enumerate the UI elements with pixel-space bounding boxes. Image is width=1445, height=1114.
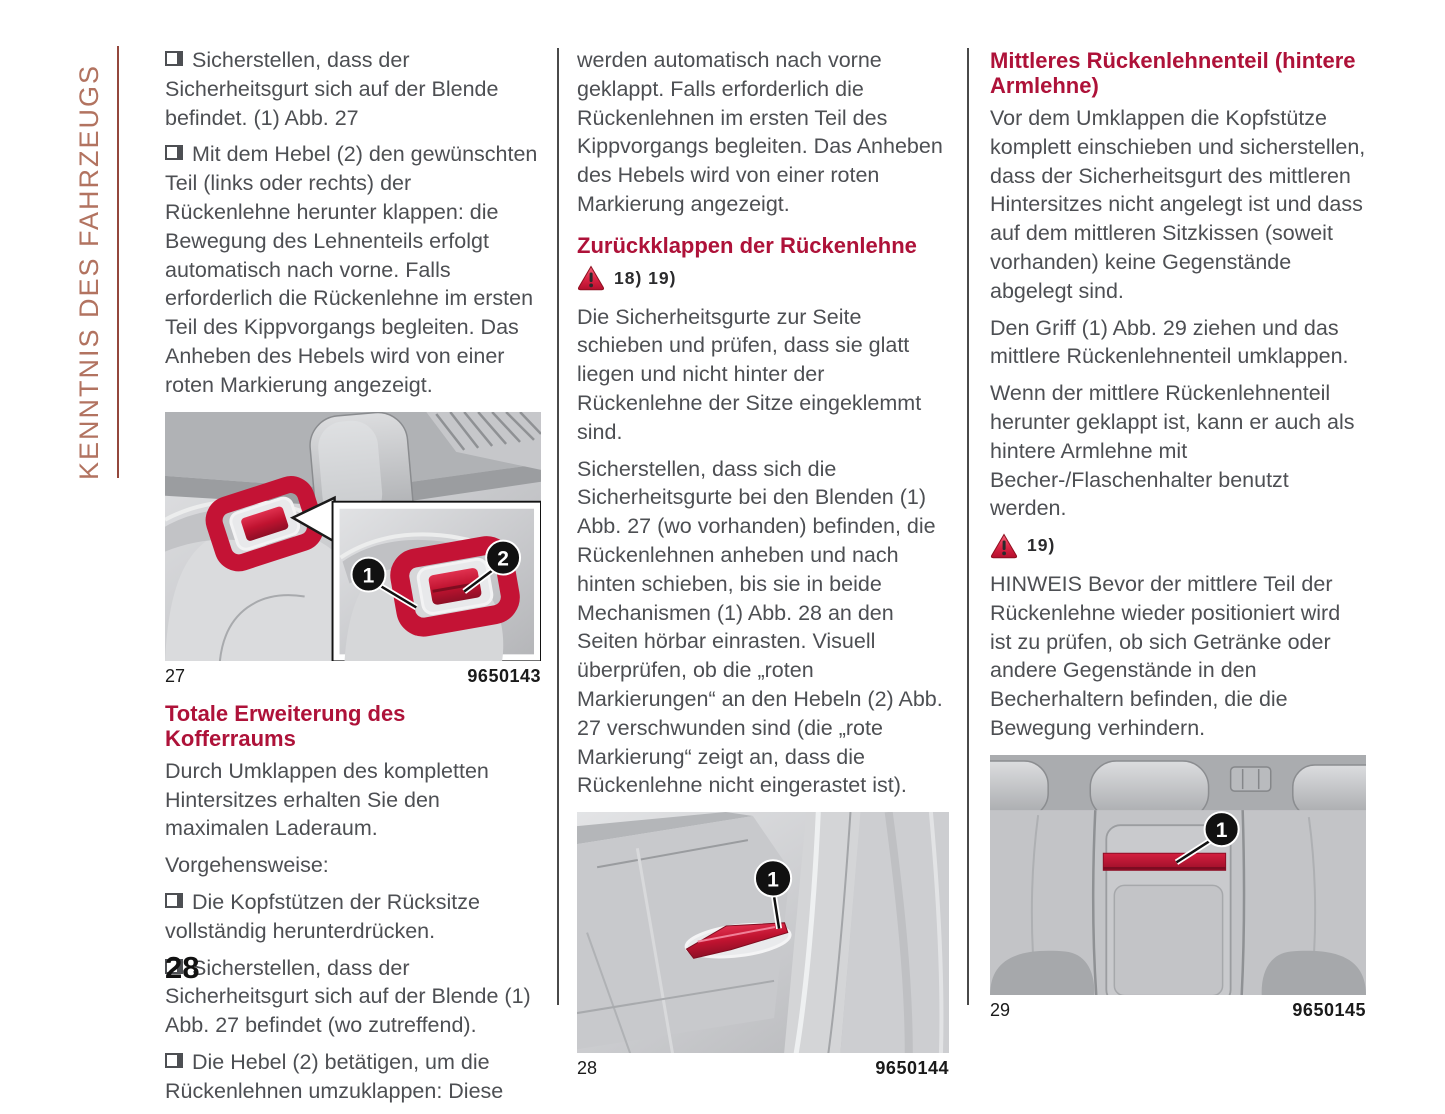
warning-row [990,531,1366,560]
figure-number: 28 [577,1058,598,1079]
figure-27-inset [333,501,541,661]
section-heading: Totale Erweiterung des Kofferraums [165,700,406,751]
section-heading: Mittleres Rückenlehnenteil (hintere Armlehne) [990,48,1356,98]
bullet-item [165,46,541,132]
bullet-item [165,954,541,1040]
bullet-item [165,140,541,399]
callout-2-number: 2 [497,547,509,571]
column-3 [990,46,1366,1031]
figure-code: 9650144 [875,1058,949,1079]
figure-29 [990,755,1366,1022]
figure-27-caption [165,665,541,687]
callout-1-number: 1 [362,564,375,588]
warning-note-refs: 18) 19) [614,267,677,288]
bullet-text: Mit dem Hebel (2) den gewünschten Teil (links oder rechts) der Rückenlehne herunter klappen: die Bewegung des Lehnenteils erfolgt automatisch nach vorne. Falls erforderlich die Rückenlehne im ersten Teil des Kippvorgangs begleiten. Das Anheben des Hebels wird von einer roten Markierung angezeigt. [165,142,538,397]
figure-29-illustration [990,755,1366,996]
column-divider-1 [557,48,559,1005]
paragraph: Den Griff (1) Abb. 29 ziehen und das mittlere Rückenlehnenteil umklappen. [990,315,1349,369]
paragraph: HINWEIS Bevor der mittlere Teil der Rückenlehne wieder positioniert wird ist zu prüfen, ob sich Getränke oder andere Gegenstände in den Becherhaltern befinden, die die Bewegung verhindern. [990,571,1341,740]
bullet-text: Sicherstellen, dass der Sicherheitsgurt sich auf der Blende befindet. (1) Abb. 27 [165,48,499,130]
figure-27-illustration [165,412,541,661]
warning-row [577,264,949,293]
paragraph: Vorgehensweise: [165,853,329,878]
figure-code: 9650143 [467,665,541,686]
paragraph: Wenn der mittlere Rückenlehnenteil herunter geklappt ist, kann er auch als hintere Armlehne mit Becher-/Flaschenhalter benutzt werden. [990,381,1355,521]
figure-28-caption [577,1057,949,1079]
bullet-text: Die Kopfstützen der Rücksitze vollständig herunterdrücken. [165,890,480,943]
square-bullet-icon [165,51,183,66]
chapter-sidebar-label: KENNTNIS DES FAHRZEUGS [74,63,104,480]
square-bullet-icon [165,145,183,160]
bullet-item [165,1048,541,1106]
column-divider-2 [967,48,969,1005]
paragraph: Die Sicherheitsgurte zur Seite schieben und prüfen, dass sie glatt liegen und nicht hinter der Rückenlehne der Sitze eingeklemmt sind. [577,304,922,444]
figure-code: 9650145 [1292,1000,1366,1021]
figure-28-illustration [577,812,949,1053]
figure-number: 27 [165,665,186,686]
bullet-text: Die Hebel (2) betätigen, um die Rückenlehnen umzuklappen: Diese [165,1050,504,1103]
square-bullet-icon [165,1053,183,1068]
figure-27 [165,412,541,687]
paragraph: Durch Umklappen des kompletten Hintersitzes erhalten Sie den maximalen Laderaum. [165,758,489,841]
section-heading: Zurückklappen der Rückenlehne [577,232,917,258]
paragraph: Vor dem Umklappen die Kopfstütze komplett einschieben und sicherstellen, dass der Sicherheitsgurt des mittleren Hintersitzes nicht angelegt ist und dass auf dem mittleren Sitzkissen (soweit vorhanden) keine Gegenstände abgelegt sind. [990,106,1366,303]
page-number: 28 [165,950,200,985]
sidebar-rule [117,46,119,478]
paragraph: Sicherstellen, dass sich die Sicherheitsgurte bei den Blenden (1) Abb. 27 (wo vorhanden) befinden, die Rückenlehnen anheben und nach hinten schieben, bis sie in beide Mechanismen (1) Abb. 28 an den Seiten hörbar einrasten. Visuell überprüfen, ob die „roten Markierungen“ an den Hebeln (2) Abb. 27 verschwunden sind (die „rote Markierung“ zeigt an, dass die Rückenlehne nicht eingerastet ist). [577,456,943,798]
column-1 [165,46,541,1114]
square-bullet-icon [165,893,183,908]
column-2 [577,46,949,1089]
figure-29-caption [990,999,1366,1021]
bullet-item [165,888,541,946]
figure-28 [577,812,949,1079]
figure-number: 29 [990,1000,1011,1021]
paragraph: werden automatisch nach vorne geklappt. Falls erforderlich die Rückenlehnen im ersten Teil des Kippvorgangs begleiten. Das Anheben des Hebels wird von einer roten Markierung angezeigt. [577,48,943,216]
callout-1-number: 1 [767,868,779,892]
warning-triangle-icon [577,265,605,291]
callout-1-number: 1 [1215,818,1228,842]
warning-note-refs: 19) [1027,535,1056,556]
bullet-text: Sicherstellen, dass der Sicherheitsgurt sich auf der Blende (1) Abb. 27 befindet (wo zutreffend). [165,955,531,1038]
latch-detail [1231,767,1271,791]
warning-triangle-icon [990,533,1018,559]
